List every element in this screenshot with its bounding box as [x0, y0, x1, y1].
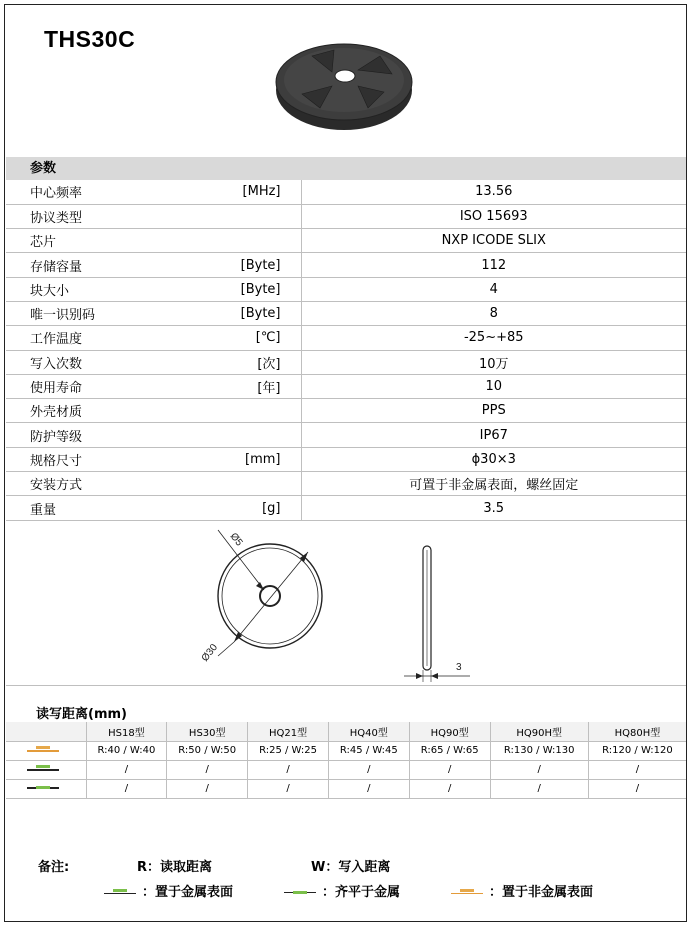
distance-value: / — [86, 760, 167, 779]
params-header: 参数 — [6, 157, 686, 180]
param-value: NXP ICODE SLIX — [301, 229, 686, 253]
param-row — [6, 374, 686, 398]
param-value: -25~+85 — [301, 326, 686, 350]
param-row — [6, 253, 686, 277]
param-unit: [g] — [166, 496, 301, 520]
param-unit: [Byte] — [166, 277, 301, 301]
param-row — [6, 447, 686, 471]
param-row — [6, 277, 686, 301]
dimension-drawing — [6, 520, 686, 686]
param-unit — [166, 229, 301, 253]
distance-value: / — [490, 779, 588, 798]
distance-value: / — [248, 779, 329, 798]
distance-header-row — [6, 722, 686, 741]
param-value: PPS — [301, 399, 686, 423]
params-table — [6, 180, 686, 521]
technical-drawing — [6, 520, 686, 686]
param-value: 10万 — [301, 350, 686, 374]
dim-hole-label: Ø5 — [227, 531, 245, 549]
param-row — [6, 204, 686, 228]
param-name: 中心频率 — [6, 180, 166, 204]
param-name: 规格尺寸 — [6, 447, 166, 471]
param-unit: [mm] — [166, 447, 301, 471]
param-name: 块大小 — [6, 277, 166, 301]
reader-model-header: HQ40型 — [328, 722, 409, 741]
product-image — [272, 42, 422, 134]
param-row — [6, 326, 686, 350]
param-name: 协议类型 — [6, 204, 166, 228]
non-metal-surface-icon — [451, 888, 483, 898]
note-write: W：写入距离 — [311, 860, 391, 875]
distance-value: / — [86, 779, 167, 798]
param-name: 重量 — [6, 496, 166, 520]
param-name: 安装方式 — [6, 472, 166, 496]
param-value: 8 — [301, 301, 686, 325]
distance-value: / — [328, 760, 409, 779]
notes-label: 备注: — [38, 860, 70, 875]
distance-value: R:50 / W:50 — [167, 741, 248, 760]
distance-value: R:65 / W:65 — [409, 741, 490, 760]
param-name: 存储容量 — [6, 253, 166, 277]
distance-value: R:45 / W:45 — [328, 741, 409, 760]
legend-non-metal: ：置于非金属表面 — [451, 881, 593, 900]
mount-type-cell — [6, 741, 86, 760]
param-row — [6, 301, 686, 325]
dim-thickness-label: 3 — [456, 662, 462, 673]
param-row — [6, 180, 686, 204]
param-value: 3.5 — [301, 496, 686, 520]
distance-value: / — [490, 760, 588, 779]
corner-cell — [6, 722, 86, 741]
param-name: 工作温度 — [6, 326, 166, 350]
param-row — [6, 423, 686, 447]
reader-model-header: HQ80H型 — [588, 722, 686, 741]
param-row — [6, 399, 686, 423]
mount-type-cell — [6, 760, 86, 779]
distance-value: / — [588, 760, 686, 779]
param-row — [6, 496, 686, 520]
read-write-distance-title: 读写距离(mm) — [36, 707, 127, 722]
param-value: IP67 — [301, 423, 686, 447]
note-read: R：读取距离 — [137, 860, 213, 875]
param-row — [6, 350, 686, 374]
param-value: ɸ30×3 — [301, 447, 686, 471]
param-row — [6, 229, 686, 253]
param-value: 4 — [301, 277, 686, 301]
param-unit: [Byte] — [166, 301, 301, 325]
param-unit — [166, 472, 301, 496]
flush-metal-icon — [284, 888, 316, 898]
distance-value: / — [167, 760, 248, 779]
param-value: ISO 15693 — [301, 204, 686, 228]
on-metal-surface-icon — [104, 888, 136, 898]
flush-metal-icon — [27, 783, 59, 793]
distance-value: / — [409, 779, 490, 798]
param-unit: [年] — [166, 374, 301, 398]
reader-model-header: HQ90H型 — [490, 722, 588, 741]
distance-value: / — [248, 760, 329, 779]
param-name: 防护等级 — [6, 423, 166, 447]
legend-on-metal: ：置于金属表面 — [104, 881, 233, 900]
distance-value: R:130 / W:130 — [490, 741, 588, 760]
product-title: THS30C — [44, 26, 136, 52]
reader-model-header: HS18型 — [86, 722, 167, 741]
reader-model-header: HQ90型 — [409, 722, 490, 741]
distance-row — [6, 760, 686, 779]
param-value: 13.56 — [301, 180, 686, 204]
distance-value: / — [588, 779, 686, 798]
param-unit: [Byte] — [166, 253, 301, 277]
distance-table — [6, 722, 686, 799]
param-unit — [166, 423, 301, 447]
param-name: 外壳材质 — [6, 399, 166, 423]
mount-type-cell — [6, 779, 86, 798]
param-unit: [MHz] — [166, 180, 301, 204]
distance-value: R:120 / W:120 — [588, 741, 686, 760]
param-name: 唯一识别码 — [6, 301, 166, 325]
on-metal-surface-icon — [27, 764, 59, 774]
distance-value: R:25 / W:25 — [248, 741, 329, 760]
param-unit — [166, 399, 301, 423]
param-name: 芯片 — [6, 229, 166, 253]
distance-row — [6, 779, 686, 798]
distance-row — [6, 741, 686, 760]
distance-value: / — [167, 779, 248, 798]
reader-model-header: HQ21型 — [248, 722, 329, 741]
param-name: 使用寿命 — [6, 374, 166, 398]
distance-value: R:40 / W:40 — [86, 741, 167, 760]
distance-value: / — [409, 760, 490, 779]
param-value: 可置于非金属表面，螺丝固定 — [301, 472, 686, 496]
param-value: 10 — [301, 374, 686, 398]
legend-flush: ：齐平于金属 — [284, 881, 400, 900]
distance-value: / — [328, 779, 409, 798]
param-row — [6, 472, 686, 496]
reader-model-header: HS30型 — [167, 722, 248, 741]
param-unit — [166, 204, 301, 228]
dim-diameter-label: Ø30 — [199, 642, 221, 664]
param-value: 112 — [301, 253, 686, 277]
param-unit: [次] — [166, 350, 301, 374]
param-name: 写入次数 — [6, 350, 166, 374]
param-unit: [℃] — [166, 326, 301, 350]
non-metal-surface-icon — [27, 745, 59, 755]
